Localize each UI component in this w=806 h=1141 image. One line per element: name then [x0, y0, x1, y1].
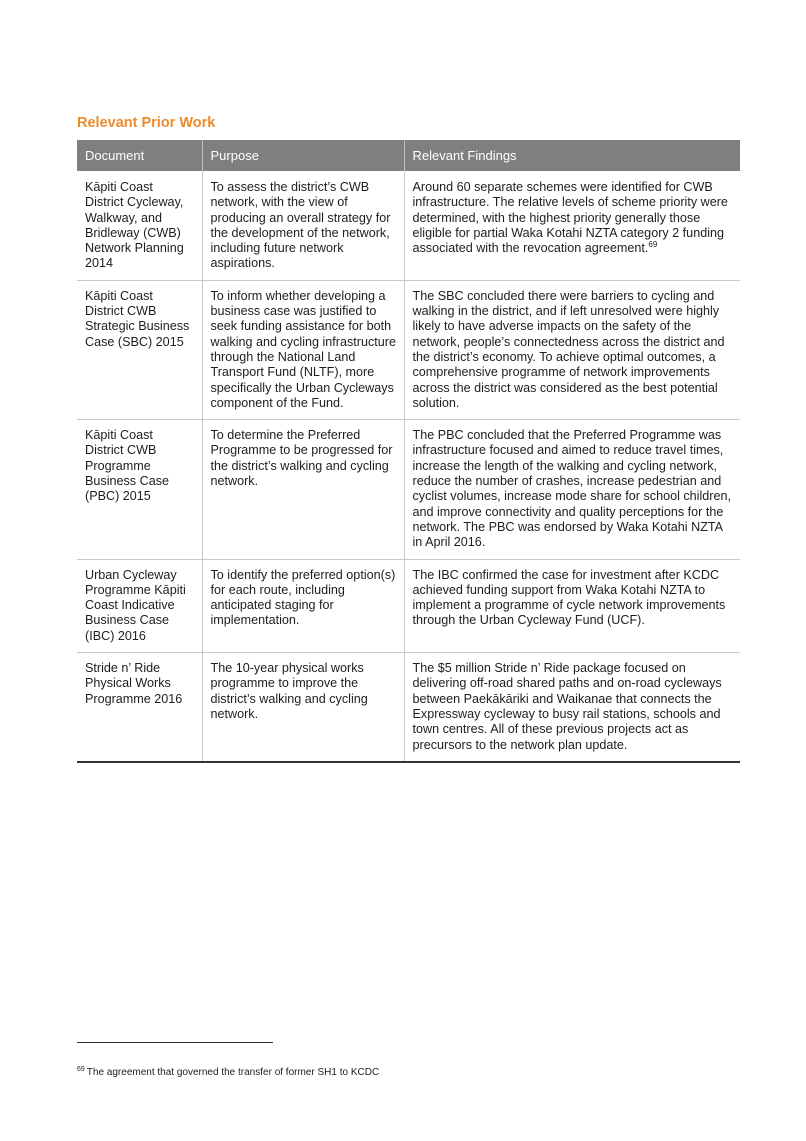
- table-row: [77, 171, 740, 280]
- document-cell: Kāpiti Coast District CWB Programme Business Case (PBC) 2015: [77, 420, 202, 559]
- findings-text: Around 60 separate schemes were identified for CWB infrastructure. The relative levels of scheme priority were determined, with the highest priority generally those eligible for partial Waka Kotahi NZTA category 2 funding associated with the revocation agreement.: [412, 180, 728, 256]
- document-cell: Urban Cycleway Programme Kāpiti Coast Indicative Business Case (IBC) 2016: [77, 559, 202, 652]
- purpose-cell: To determine the Preferred Programme to be progressed for the district’s walking and cycling network.: [202, 420, 404, 559]
- section-heading: Relevant Prior Work: [77, 115, 216, 131]
- table-row: [77, 653, 740, 762]
- findings-cell: The PBC concluded that the Preferred Programme was infrastructure focused and aimed to reduce travel times, increase the length of the walking and cycling network, reduce the number of crashes, increase pedestrian and cyclist volumes, increase mode share for school children, and improve connectivity and quality perceptions for the network. The PBC was endorsed by Waka Kotahi NZTA in April 2016.: [404, 420, 740, 559]
- footnote-reference[interactable]: 69: [648, 240, 658, 249]
- document-cell: Stride n’ Ride Physical Works Programme 2016: [77, 653, 202, 762]
- table-row: [77, 280, 740, 419]
- footnote-divider: [77, 1042, 273, 1043]
- document-cell: Kāpiti Coast District Cycleway, Walkway, and Bridleway (CWB) Network Planning 2014: [85, 180, 184, 271]
- findings-cell: The SBC concluded there were barriers to cycling and walking in the district, and if left unresolved were highly likely to have adverse impacts on the safety of the network, people’s connectedness across the district and the district’s economy. To achieve optimal outcomes, a comprehensive programme of network improvements across the district was considered as the best potential solution.: [404, 280, 740, 419]
- table-header-row: [77, 140, 740, 171]
- column-header-document: Document: [77, 140, 202, 171]
- purpose-cell: The 10-year physical works programme to improve the district’s walking and cycling network.: [202, 653, 404, 762]
- prior-work-table: [77, 140, 740, 763]
- purpose-cell: To assess the district’s CWB network, with the view of producing an overall strategy for the development of the network, including future network aspirations.: [202, 171, 404, 280]
- findings-cell: [404, 171, 740, 280]
- purpose-cell: To inform whether developing a business case was justified to seek funding assistance for both walking and cycling infrastructure through the National Land Transport Fund (NLTF), more specifically the Urban Cycleways component of the Fund.: [202, 280, 404, 419]
- document-cell: Kāpiti Coast District CWB Strategic Business Case (SBC) 2015: [77, 280, 202, 419]
- findings-cell: The $5 million Stride n’ Ride package focused on delivering off-road shared paths and on-road cycleways between Paekākāriki and Waikanae that connects the Expressway cycleway to busy rail stations, schools and town centres. All of these previous projects act as precursors to the network plan update.: [404, 653, 740, 762]
- column-header-findings: Relevant Findings: [404, 140, 740, 171]
- findings-cell: The IBC confirmed the case for investment after KCDC achieved funding support from Waka Kotahi NZTA to implement a programme of cycle network improvements through the Urban Cycleway Fund (UCF).: [404, 559, 740, 652]
- footnote-text: The agreement that governed the transfer of former SH1 to KCDC: [86, 1067, 380, 1078]
- table-row: [77, 420, 740, 559]
- footnote: [77, 1067, 379, 1079]
- table-row: [77, 559, 740, 652]
- column-header-purpose: Purpose: [202, 140, 404, 171]
- purpose-cell: To identify the preferred option(s) for each route, including anticipated staging for implementation.: [202, 559, 404, 652]
- footnote-number: 69: [77, 1065, 85, 1073]
